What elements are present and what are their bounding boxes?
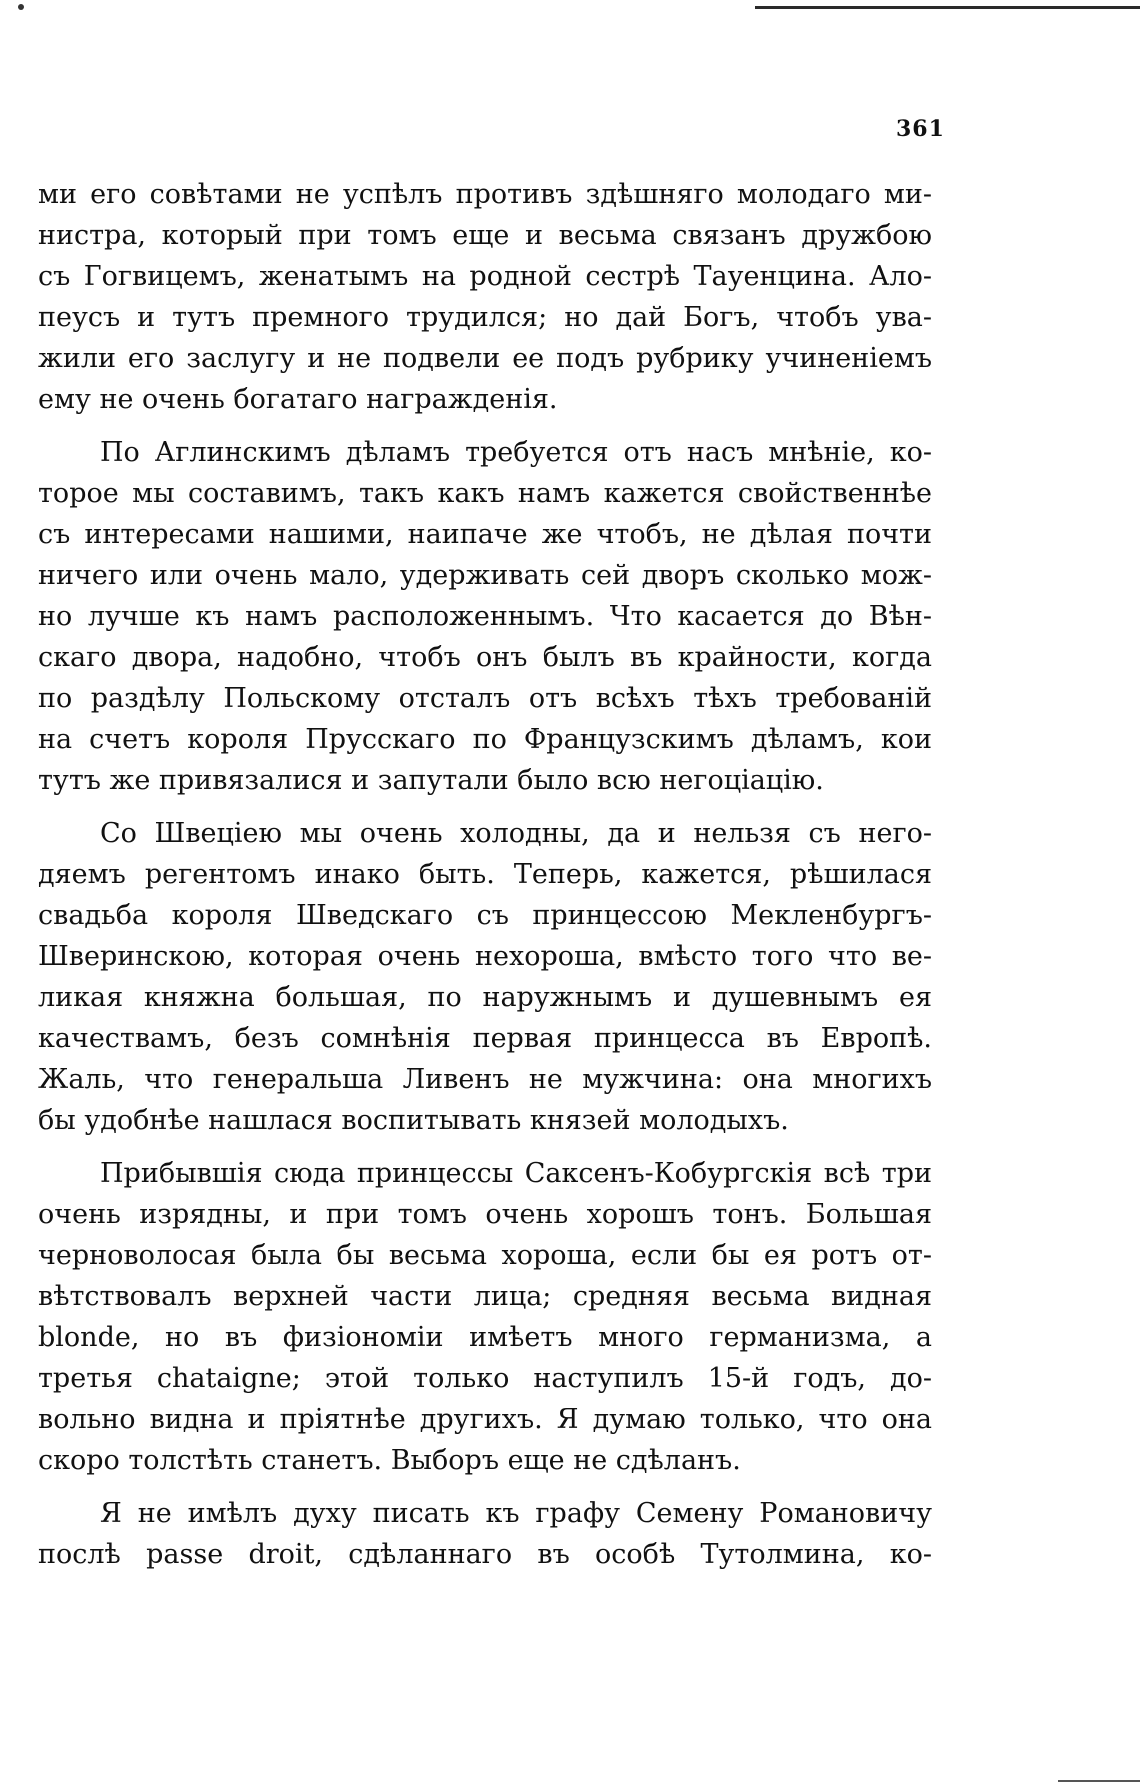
text-line: ми его совѣтами не успѣлъ противъ здѣшняго молодаго ми- (38, 179, 932, 210)
text-line: Со Швеціею мы очень холодны, да и нельзя съ него- (100, 818, 932, 849)
text-line: съ Гогвицемъ, женатымъ на родной сестрѣ Тауенцина. Ало- (38, 261, 932, 292)
text-line: Шверинскою, которая очень нехороша, вмѣсто того что ве- (38, 941, 932, 972)
text-line: торое мы составимъ, такъ какъ намъ кажется свойственнѣе (38, 478, 932, 509)
text-line: послѣ passe droit, сдѣланнаго въ особѣ Тутолмина, ко- (38, 1539, 932, 1570)
paragraph-1 (38, 174, 932, 420)
text-line: пеусъ и тутъ премного трудился; но дай Богъ, чтобъ ува- (38, 302, 932, 333)
text-line: нистра, который при томъ еще и весьма связанъ дружбою (38, 220, 932, 251)
paragraph-5 (38, 1493, 932, 1575)
text-line: Прибывшія сюда принцессы Саксенъ-Кобургскія всѣ три (100, 1158, 932, 1189)
text-line: свадьба короля Шведскаго съ принцессою Мекленбургъ- (38, 900, 932, 931)
text-line: blonde, но въ физіономіи имѣетъ много германизма, а (38, 1322, 932, 1353)
text-line: дяемъ регентомъ инако быть. Теперь, кажется, рѣшилася (38, 859, 932, 890)
text-line: Я не имѣлъ духу писать къ графу Семену Романовичу (100, 1498, 932, 1529)
text-line: вѣтствовалъ верхней части лица; средняя весьма видная (38, 1281, 932, 1312)
header-rule (755, 6, 1140, 9)
footer-rule (1058, 1780, 1140, 1782)
paragraph-3 (38, 813, 932, 1141)
paragraph-4 (38, 1153, 932, 1481)
text-line: третья chataigne; этой только наступилъ 15-й годъ, до- (38, 1363, 932, 1394)
text-line: По Аглинскимъ дѣламъ требуется отъ насъ мнѣніе, ко- (100, 437, 932, 468)
text-line: скоро толстѣть станетъ. Выборъ еще не сдѣланъ. (38, 1445, 741, 1476)
text-line: ничего или очень мало, удерживать сей дворъ сколько мож- (38, 560, 932, 591)
text-line: по раздѣлу Польскому отсталъ отъ всѣхъ тѣхъ требованій (38, 683, 932, 714)
text-line: черноволосая была бы весьма хороша, если бы ея ротъ от- (38, 1240, 932, 1271)
text-line: но лучше къ намъ расположеннымъ. Что касается до Вѣн- (38, 601, 932, 632)
text-line: на счетъ короля Прусскаго по Французскимъ дѣламъ, кои (38, 724, 932, 755)
text-line: качествамъ, безъ сомнѣнія первая принцесса въ Европѣ. (38, 1023, 932, 1054)
text-line: тутъ же привязалися и запутали было всю негоціацію. (38, 765, 824, 796)
text-line: съ интересами нашими, наипаче же чтобъ, не дѣлая почти (38, 519, 932, 550)
text-line: жили его заслугу и не подвели ее подъ рубрику учиненіемъ (38, 343, 932, 374)
paragraph-2 (38, 432, 932, 801)
text-line: Жаль, что генеральша Ливенъ не мужчина: она многихъ (38, 1064, 932, 1095)
text-line: ему не очень богатаго награжденія. (38, 384, 558, 415)
page-body (38, 174, 932, 1575)
text-line: очень изрядны, и при томъ очень хорошъ тонъ. Большая (38, 1199, 932, 1230)
scan-mark-dot (18, 4, 24, 10)
text-line: скаго двора, надобно, чтобъ онъ былъ въ крайности, когда (38, 642, 932, 673)
text-line: бы удобнѣе нашлася воспитывать князей молодыхъ. (38, 1105, 789, 1136)
text-line: ликая княжна большая, по наружнымъ и душевнымъ ея (38, 982, 932, 1013)
text-line: вольно видна и пріятнѣе другихъ. Я думаю только, что она (38, 1404, 932, 1435)
page-number: 361 (896, 116, 945, 142)
